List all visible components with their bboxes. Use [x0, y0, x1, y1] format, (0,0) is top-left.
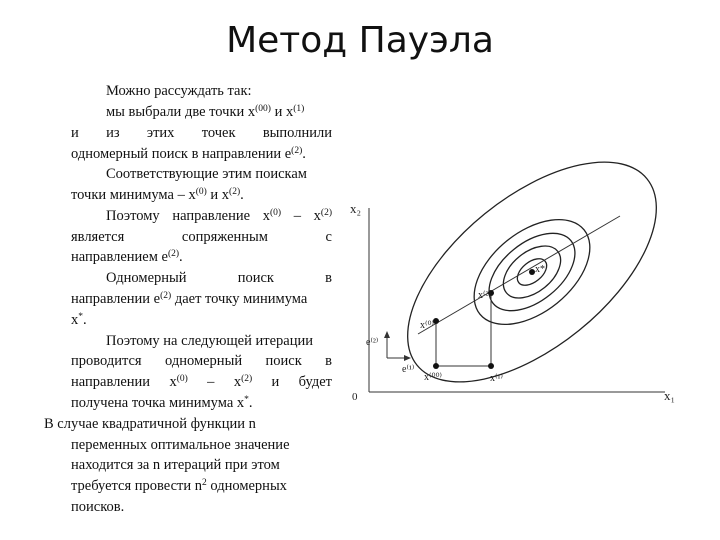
axis-label-x1: x₁: [664, 388, 676, 403]
text-line: поисков.: [71, 499, 125, 515]
point-x1: [488, 363, 494, 369]
label-x1: x⁽¹⁾: [490, 373, 503, 384]
text-line: направлением $e^{(2)}$.: [71, 249, 183, 265]
axis-label-x2: x₂: [350, 201, 362, 216]
text-line: направлении $e^{(2)}$ дает точку минимума: [71, 291, 308, 307]
text-line: мы выбрали две точки $x^{(00)}$ и $x^{(1)}$: [106, 104, 305, 120]
text-line: В случае квадратичной функции n: [44, 416, 256, 432]
label-x00: x⁽⁰⁰⁾: [424, 372, 442, 383]
point-x00: [433, 363, 439, 369]
text-line: требуется провести $n^2$ одномерных: [71, 478, 287, 494]
text-line: проводится одномерный поиск в: [71, 353, 332, 369]
text-line: находится за n итераций при этом: [71, 457, 280, 473]
slide-title: Метод Пауэла: [226, 20, 494, 61]
e2-arrowhead: [384, 331, 390, 338]
text-line: x*.: [71, 312, 87, 328]
text-line: получена точка минимума x*.: [71, 395, 253, 411]
text-line: точки минимума – $x^{(0)}$ и $x^{(2)}$.: [71, 187, 244, 203]
text-line: Одномерный поиск в: [106, 270, 332, 286]
text-line: является сопряженным с: [71, 229, 332, 245]
origin-label: 0: [352, 391, 358, 403]
text-line: направлении $x^{(0)} - x^{(2)}$ и будет: [71, 374, 332, 390]
label-x0: x⁽⁰⁾: [420, 320, 434, 331]
label-x2: x⁽²⁾: [478, 290, 491, 301]
text-line: одномерный поиск в направлении $e^{(2)}$.: [71, 146, 306, 162]
text-line: Можно рассуждать так:: [106, 83, 252, 99]
label-e2: e⁽²⁾: [366, 337, 379, 348]
text-line: Соответствующие этим поискам: [106, 166, 307, 182]
e1-arrowhead: [404, 355, 411, 361]
label-e1: e⁽¹⁾: [402, 364, 415, 375]
text-line: Поэтому на следующей итерации: [106, 333, 313, 349]
text-line: переменных оптимальное значение: [71, 437, 290, 453]
label-xstar: x*: [535, 264, 545, 275]
text-line: и из этих точек выполнили: [71, 125, 332, 141]
text-line: Поэтому направление $x^{(0)} - x^{(2)}$: [106, 208, 332, 224]
conjugate-direction-line: [418, 216, 620, 334]
